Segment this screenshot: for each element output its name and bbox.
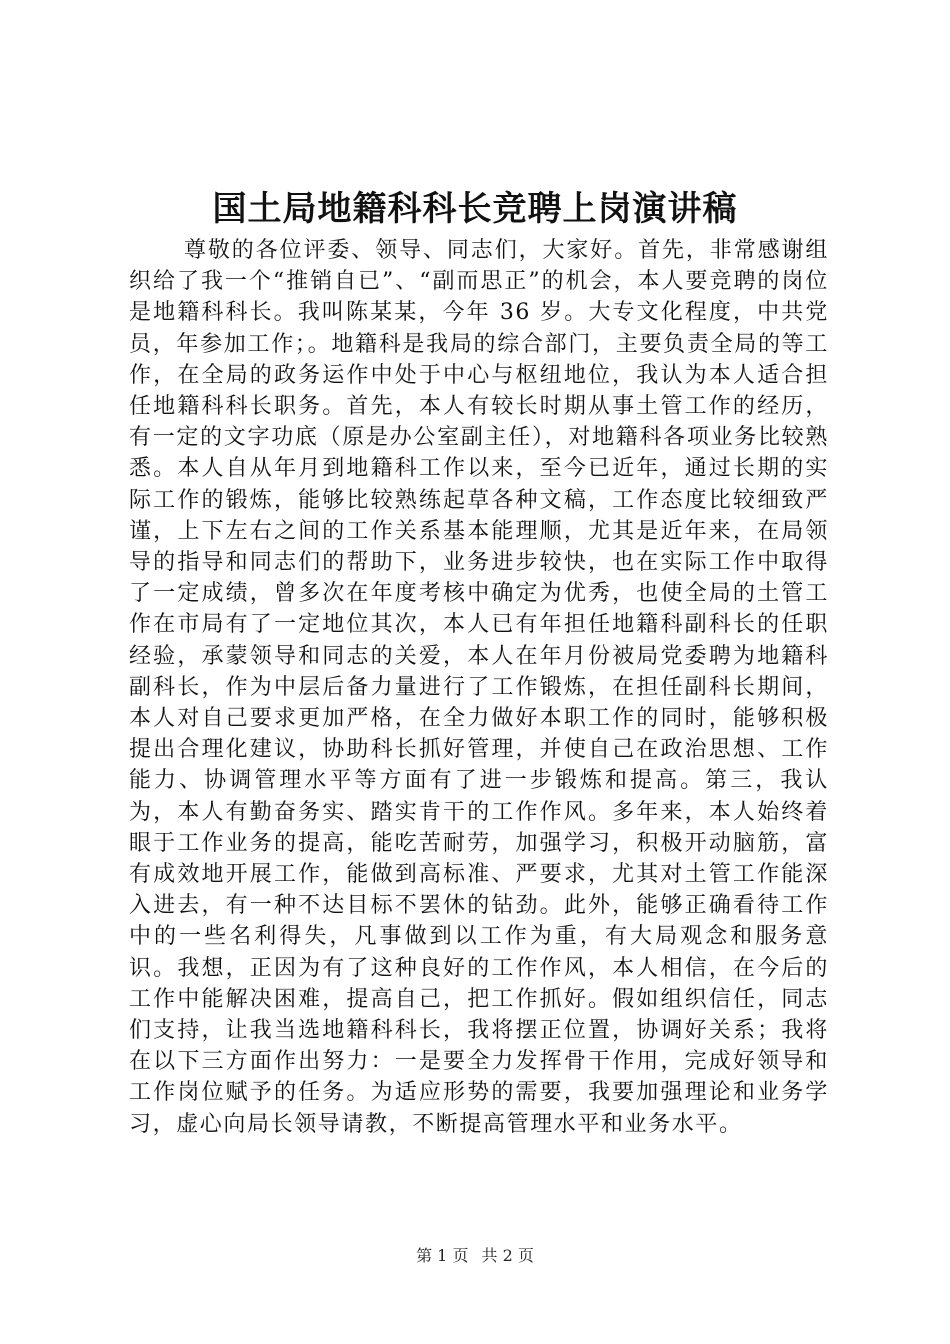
page-footer	[0, 1244, 950, 1268]
document-title: 国土局地籍科科长竞聘上岗演讲稿	[212, 189, 738, 229]
page-total: 共 2 页	[481, 1246, 534, 1265]
body-paragraph: 尊敬的各位评委、领导、同志们，大家好。首先，非常感谢组织给了我一个“推销自已”、“副而思正”的机会，本人要竞聘的岗位是地籍科科长。我叫陈某某，今年 36 岁。大专文化程度，中共党员，年参加工作；。地籍科是我局的综合部门，主要负责全局的等工作，在全局的政务运作中处于中心与枢纽地位，我认为本人适合担任地籍科科长职务。首先，本人有较长时期从事土管工作的经历，有一定的文字功底（原是办公室副主任），对地籍科各项业务比较熟悉。本人自从年月到地籍科工作以来，至今已近年，通过长期的实际工作的锻炼，能够比较熟练起草各种文稿，工作态度比较细致严谨，上下左右之间的工作关系基本能理顺，尤其是近年来，在局领导的指导和同志们的帮助下，业务进步较快，也在实际工作中取得了一定成绩，曾多次在年度考核中确定为优秀，也使全局的土管工作在市局有了一定地位其次，本人已有年担任地籍科副科长的任职经验，承蒙领导和同志的关爱，本人在年月份被局党委聘为地籍科副科长，作为中层后备力量进行了工作锻炼，在担任副科长期间，本人对自己要求更加严格，在全力做好本职工作的同时，能够积极提出合理化建议，协助科长抓好管理，并使自己在政治思想、工作能力、协调管理水平等方面有了进一步锻炼和提高。第三，我认为，本人有勤奋务实、踏实肯干的工作作风。多年来，本人始终着眼于工作业务的提高，能吃苦耐劳，加强学习，积极开动脑筋，富有成效地开展工作，能做到高标准、严要求，尤其对土管工作能深入进去，有一种不达目标不罢休的钻劲。此外，能够正确看待工作中的一些名利得失，凡事做到以工作为重，有大局观念和服务意识。我想，正因为有了这种良好的工作作风，本人相信，在今后的工作中能解决困难，提高自己，把工作抓好。假如组织信任，同志们支持，让我当选地籍科科长，我将摆正位置，协调好关系；我将在以下三方面作出努力：一是要全力发挥骨干作用，完成好领导和工作岗位赋予的任务。为适应形势的需要，我要加强理论和业务学习，虚心向局长领导请教，不断提高管理水平和业务水平。	[129, 238, 829, 1137]
page-number: 第 1 页	[416, 1246, 469, 1265]
